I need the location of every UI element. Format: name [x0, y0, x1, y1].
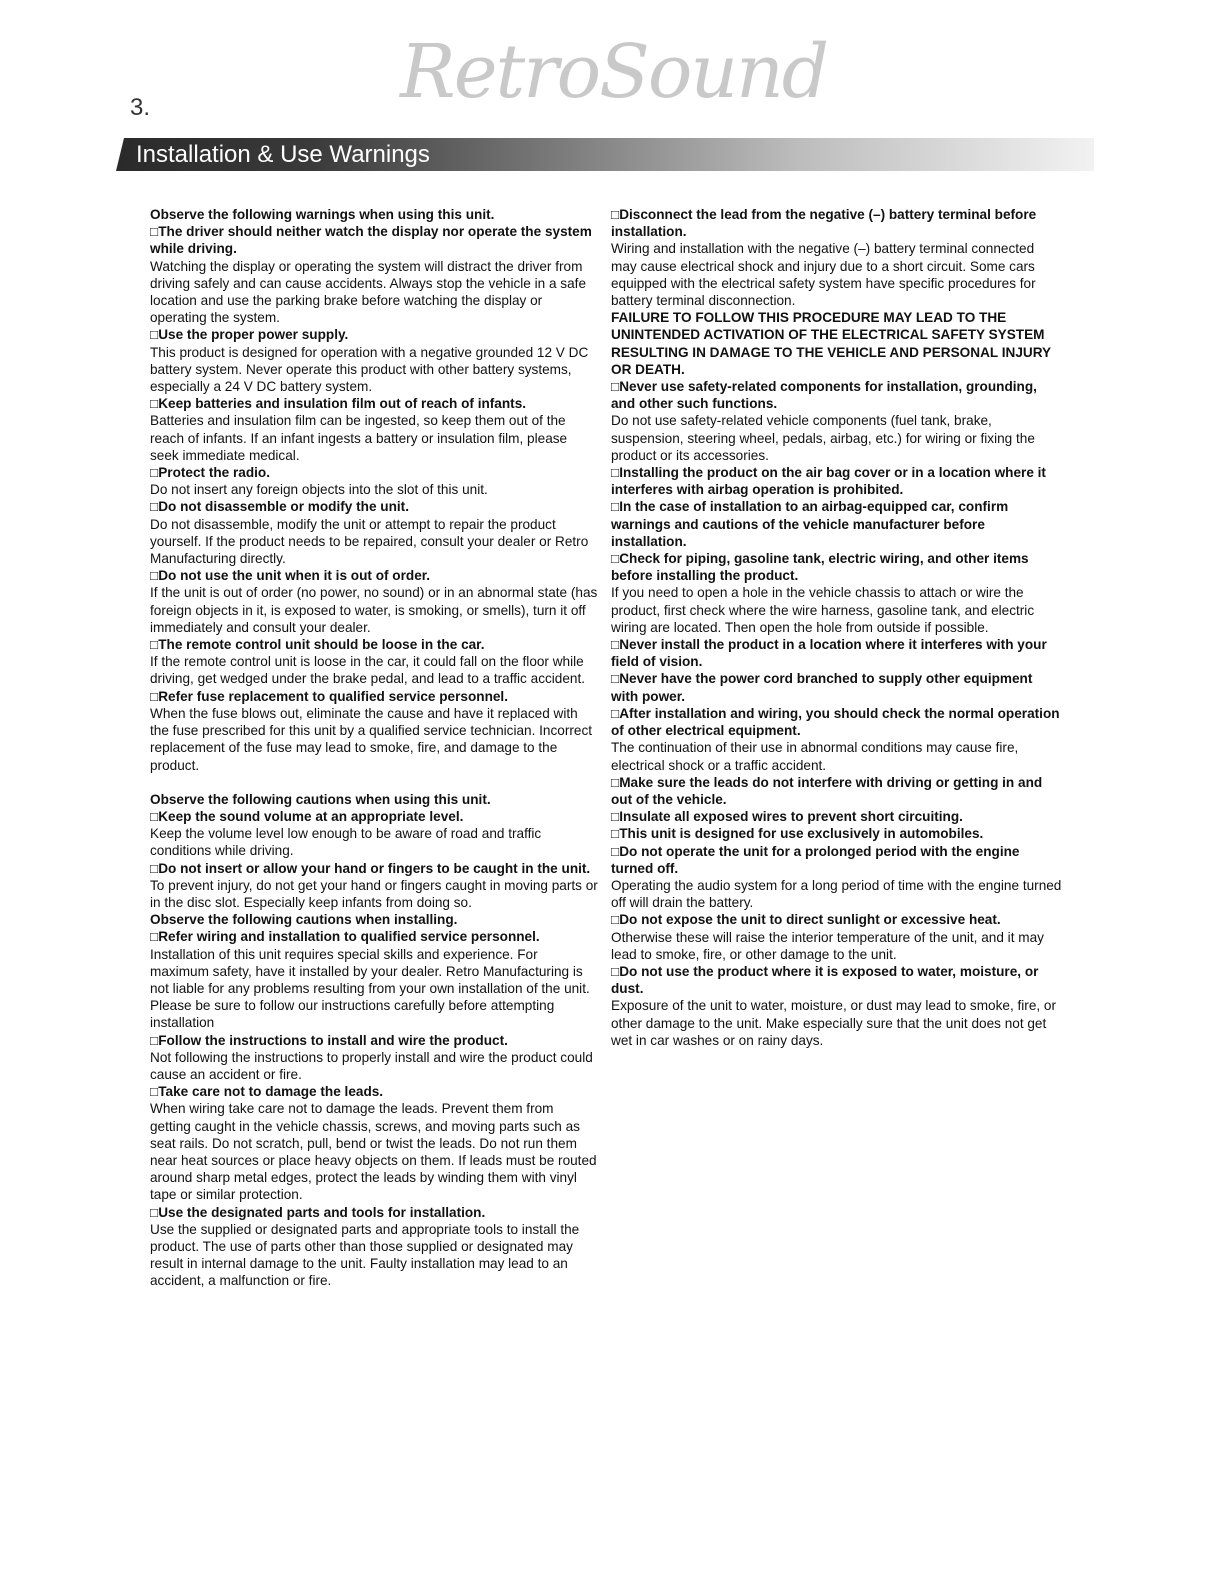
retrosound-logo — [400, 22, 828, 122]
warning-item — [611, 636, 1063, 670]
item-body: Keep the volume level low enough to be aware of road and traffic conditions while driving. — [150, 826, 542, 859]
item-title: □Do not expose the unit to direct sunlight or excessive heat. — [611, 912, 1001, 928]
warning-item — [611, 498, 1063, 550]
section-intro: Observe the following cautions when using this unit. — [150, 791, 491, 807]
item-body: If you need to open a hole in the vehicle chassis to attach or wire the product, first check where the wire harness, gasoline tank, and electric wiring are located. Then open the hole from outside if possible. — [611, 585, 1035, 635]
warning-item — [150, 395, 598, 464]
caution-item — [150, 860, 598, 912]
right-column — [611, 206, 1063, 1049]
item-title: □Use the designated parts and tools for installation. — [150, 1204, 486, 1220]
use-cautions-section — [150, 791, 598, 911]
item-title: □The driver should neither watch the display nor operate the system while driving. — [150, 224, 592, 257]
item-title: □In the case of installation to an airbag-equipped car, confirm warnings and cautions of the vehicle manufacturer before installation. — [611, 499, 1009, 549]
item-body: Otherwise these will raise the interior temperature of the unit, and it may lead to smoke, fire, or other damage to the unit. — [611, 929, 1044, 962]
caution-item — [150, 808, 598, 860]
item-body: Watching the display or operating the system will distract the driver from driving safely and can cause accidents. Always stop the vehicle in a safe location and use the parking brake before watching the display or operating the system. — [150, 258, 587, 326]
section-intro: Observe the following warnings when using this unit. — [150, 207, 495, 222]
item-title: □Protect the radio. — [150, 465, 271, 481]
warning-item — [611, 774, 1063, 808]
caution-item — [150, 1032, 598, 1084]
section-spacer — [150, 774, 598, 791]
item-body: The continuation of their use in abnormal conditions may cause fire, electrical shock or a traffic accident. — [611, 740, 1019, 773]
item-body: To prevent injury, do not get your hand or fingers caught in moving parts or in the disc slot. Especially keep infants from doing so. — [150, 877, 598, 910]
page-title: Installation & Use Warnings — [136, 141, 430, 168]
section-intro: Observe the following cautions when installing. — [150, 912, 458, 928]
page-number: 3. — [130, 94, 151, 121]
item-body: Do not disassemble, modify the unit or attempt to repair the product yourself. If the product needs to be repaired, consult your dealer or Retro Manufacturing directly. — [150, 516, 589, 567]
item-title: □Disconnect the lead from the negative (–) battery terminal before installation. — [611, 207, 1037, 240]
item-body: Not following the instructions to properly install and wire the product could cause an accident or fire. — [150, 1049, 593, 1082]
warning-item — [611, 206, 1063, 378]
item-body: When wiring take care not to damage the leads. Prevent them from getting caught in the vehicle chassis, screws, and moving parts such as seat rails. Do not scratch, pull, bend or twist the leads. Do not run them near heat sources or place heavy objects on them. If leads must be routed around sharp metal edges, protect the leads by winding them with vinyl tape or similar protection. — [150, 1101, 597, 1203]
item-body: Do not insert any foreign objects into the slot of this unit. — [150, 482, 488, 498]
warning-item — [150, 223, 598, 326]
warning-item — [150, 498, 598, 567]
warning-item — [611, 911, 1063, 963]
item-title: □Do not operate the unit for a prolonged period with the engine turned off. — [611, 843, 1020, 876]
item-body: Use the supplied or designated parts and appropriate tools to install the product. The use of parts other than those supplied or designated may result in internal damage to the unit. Faulty installation may lead to an accident, a malfunction or fire. — [150, 1221, 580, 1289]
warning-item — [611, 843, 1063, 912]
item-title: □Refer fuse replacement to qualified service personnel. — [150, 688, 508, 704]
item-body: If the remote control unit is loose in the car, it could fall on the floor while driving, get wedged under the brake pedal, and lead to a traffic accident. — [150, 654, 586, 687]
item-title: □This unit is designed for use exclusively in automobiles. — [611, 826, 984, 842]
item-title: □Installing the product on the air bag cover or in a location where it interferes with airbag operation is prohibited. — [611, 465, 1046, 498]
item-body: Batteries and insulation film can be ingested, so keep them out of the reach of infants. If an infant ingests a battery or insulation film, please seek immediate medical. — [150, 413, 568, 463]
warning-item — [150, 567, 598, 636]
item-title: □Do not insert or allow your hand or fingers to be caught in the unit. — [150, 860, 591, 876]
logo-wordmark: RetroSound — [400, 29, 828, 115]
item-title: □The remote control unit should be loose in the car. — [150, 637, 485, 653]
item-title: □Never use safety-related components for installation, grounding, and other such functions. — [611, 379, 1037, 412]
warning-item — [150, 636, 598, 688]
item-body: If the unit is out of order (no power, no sound) or in an abnormal state (has foreign objects in it, is exposed to water, is smoking, or smells), turn it off immediately and consult your dealer. — [150, 585, 598, 635]
warnings-section — [150, 206, 598, 774]
item-body: Exposure of the unit to water, moisture, or dust may lead to smoke, fire, or other damage to the unit. Make especially sure that the unit does not get wet in car washes or on rainy days. — [611, 998, 1057, 1048]
item-body: When the fuse blows out, eliminate the cause and have it replaced with the fuse prescribed for this unit by a qualified service technician. Incorrect replacement of the fuse may lead to smoke, fire, and damage to the product. — [150, 705, 593, 773]
warning-item — [611, 705, 1063, 774]
warning-item — [611, 808, 1063, 825]
item-title: □Do not use the unit when it is out of order. — [150, 568, 431, 584]
warning-item — [150, 464, 598, 498]
item-title: □Make sure the leads do not interfere with driving or getting in and out of the vehicle. — [611, 774, 1043, 807]
warning-item — [611, 670, 1063, 704]
item-body: Operating the audio system for a long period of time with the engine turned off will drain the battery. — [611, 877, 1062, 911]
item-title: □Check for piping, gasoline tank, electric wiring, and other items before installing the product. — [611, 551, 1029, 584]
item-body: Installation of this unit requires special skills and experience. For maximum safety, have it installed by your dealer. Retro Manufacturing is not liable for any problems resulting from your own installation of the unit. Please be sure to follow our instructions carefully before attempting installation — [150, 946, 590, 1031]
item-title: □Never have the power cord branched to supply other equipment with power. — [611, 671, 1033, 704]
caution-item — [150, 1204, 598, 1290]
warning-item — [611, 963, 1063, 1049]
item-body: This product is designed for operation with a negative grounded 12 V DC battery system. Never operate this product with other battery systems, especially a 24 V DC battery system. — [150, 344, 589, 395]
item-title: □Keep the sound volume at an appropriate level. — [150, 808, 464, 824]
warning-item — [611, 550, 1063, 636]
item-title: □Never install the product in a location where it interferes with your field of vision. — [611, 637, 1047, 670]
item-title: □Use the proper power supply. — [150, 327, 349, 343]
item-title: □Take care not to damage the leads. — [150, 1084, 384, 1100]
caution-item — [150, 1083, 598, 1203]
item-title: □Refer wiring and installation to qualified service personnel. — [150, 929, 540, 945]
item-body: Wiring and installation with the negative (–) battery terminal connected may cause electrical shock and injury due to a short circuit. Some cars equipped with the electrical safety system have specific procedures for battery terminal disconnection. — [611, 241, 1036, 309]
failure-warning: FAILURE TO FOLLOW THIS PROCEDURE MAY LEAD TO THE UNINTENDED ACTIVATION OF THE ELECTRICAL SAFETY SYSTEM RESULTING IN DAMAGE TO THE VEHICLE AND PERSONAL INJURY OR DEATH. — [611, 310, 1051, 377]
item-title: □Follow the instructions to install and wire the product. — [150, 1032, 508, 1048]
item-title: □Keep batteries and insulation film out of reach of infants. — [150, 396, 527, 412]
item-title: □Do not use the product where it is exposed to water, moisture, or dust. — [611, 963, 1039, 997]
item-title: □Do not disassemble or modify the unit. — [150, 499, 409, 515]
item-body: Do not use safety-related vehicle components (fuel tank, brake, suspension, steering wheel, pedals, airbag, etc.) for wiring or fixing the product or its accessories. — [611, 413, 1035, 463]
warning-item — [611, 378, 1063, 464]
caution-item — [150, 928, 598, 1031]
warning-item — [150, 326, 598, 395]
item-title: □Insulate all exposed wires to prevent short circuiting. — [611, 809, 963, 825]
left-column — [150, 206, 598, 1290]
warning-item — [611, 464, 1063, 498]
installation-cautions-section — [150, 911, 598, 1289]
warning-item — [150, 688, 598, 774]
item-title: □After installation and wiring, you should check the normal operation of other electrical equipment. — [611, 705, 1060, 739]
warning-item — [611, 825, 1063, 842]
